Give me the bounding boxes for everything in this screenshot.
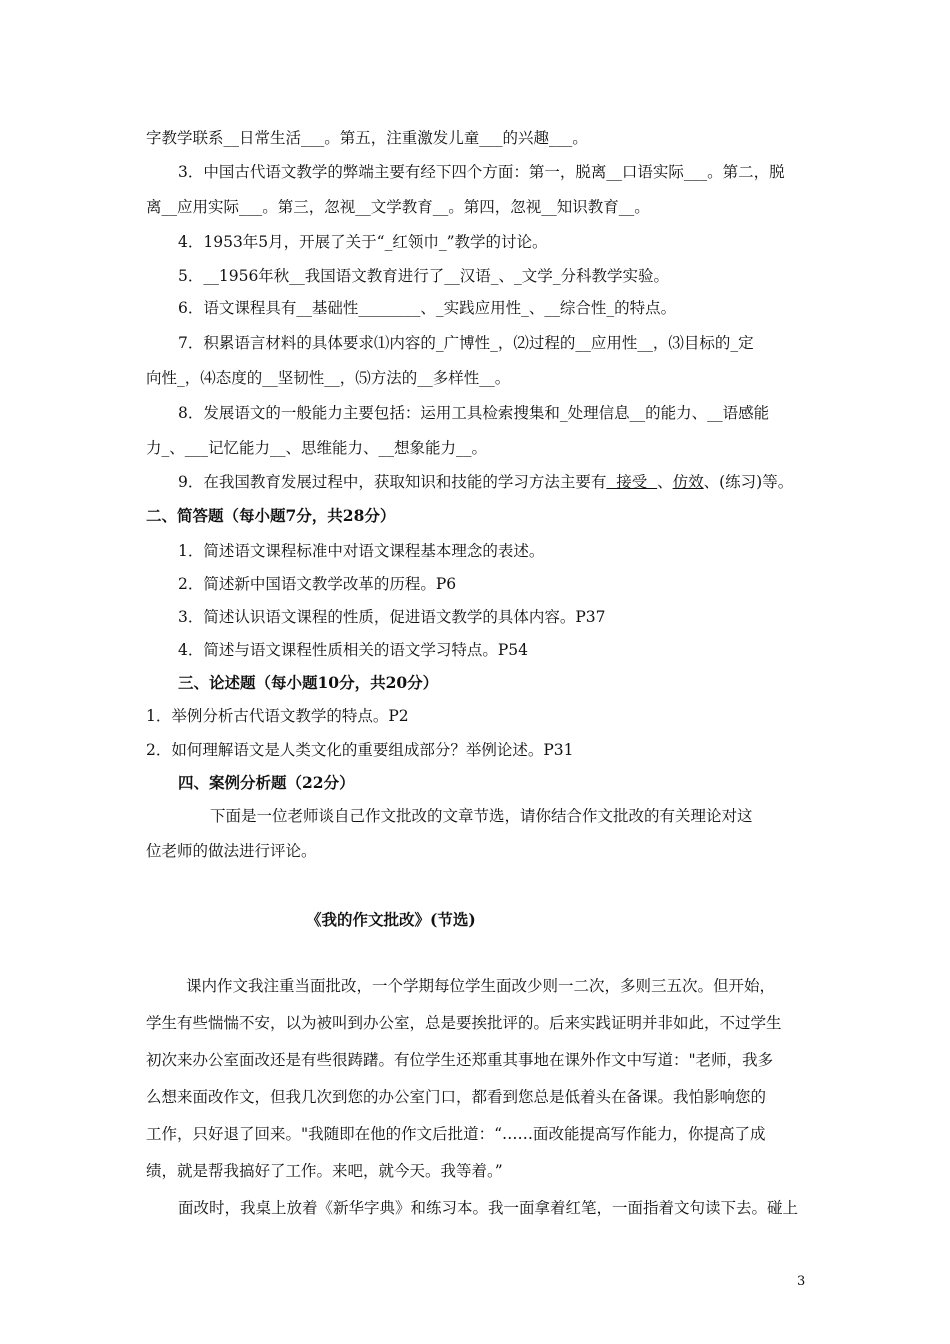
question-7-line-2: 向性_，⑷态度的__坚韧性__，⑸方法的__多样性__。 (146, 369, 511, 387)
question-3-line-2: 离__应用实际___。第三，忽视__文学教育__。第四，忽视__知识教育__。 (146, 198, 650, 216)
article-line-5: 工作，只好退了回来。"我随即在他的作文后批道：“……面改能提高写作能力，你提高了成 (146, 1125, 766, 1143)
question-4: 4．1953年5月，开展了关于“_红领巾_”教学的讨论。 (178, 233, 548, 251)
section-3-item-1: 1．举例分析古代语文教学的特点。P2 (146, 707, 409, 725)
article-line-1: 课内作文我注重当面批改，一个学期每位学生面改少则一二次，多则三五次。但开始， (186, 977, 776, 995)
section-4-title: 四、案例分析题（22分） (178, 773, 355, 792)
article-line-4: 么想来面改作文，但我几次到您的办公室门口，都看到您总是低着头在备课。我怕影响您的 (146, 1088, 767, 1106)
question-5: 5．__1956年秋__我国语文教育进行了__汉语_、_文学_分科教学实验。 (178, 267, 670, 285)
article-line-7: 面改时，我桌上放着《新华字典》和练习本。我一面拿着红笔，一面指着文句读下去。碰上 (178, 1199, 799, 1217)
section-2-item-4: 4．简述与语文课程性质相关的语文学习特点。P54 (178, 641, 529, 659)
section-4-intro-line-1: 下面是一位老师谈自己作文批改的文章节选，请你结合作文批改的有关理论对这 (210, 807, 753, 825)
section-3-title: 三、论述题（每小题10分，共20分） (178, 673, 439, 692)
question-3-line-1: 3．中国古代语文教学的弊端主要有经下四个方面：第一，脱离__口语实际___。第二，脱 (178, 163, 785, 181)
section-3-item-2: 2．如何理解语文是人类文化的重要组成部分？举例论述。P31 (146, 741, 574, 759)
article-title: 《我的作文批改》(节选) (306, 910, 476, 929)
section-2-item-2: 2．简述新中国语文教学改革的历程。P6 (178, 575, 457, 593)
question-8-line-2: 力_、___记忆能力__、思维能力、__想象能力__。 (146, 439, 488, 457)
question-9 (178, 472, 793, 492)
section-4-intro-line-2: 位老师的做法进行评论。 (146, 842, 317, 860)
section-2-item-1: 1．简述语文课程标准中对语文课程基本理念的表述。 (178, 542, 545, 560)
article-line-3: 初次来办公室面改还是有些很踌躇。有位学生还郑重其事地在课外作文中写道："老师，我多 (146, 1051, 774, 1069)
question-9-answer-1: 接受 (606, 473, 658, 491)
section-2-title: 二、简答题（每小题7分，共28分） (146, 506, 396, 525)
question-8-line-1: 8．发展语文的一般能力主要包括：运用工具检索搜集和_处理信息__的能力、__语感能 (178, 404, 770, 422)
question-9-prefix: 9．在我国教育发展过程中，获取知识和技能的学习方法主要有 (178, 473, 607, 491)
question-7-line-1: 7．积累语言材料的具体要求⑴内容的_广博性_，⑵过程的__应用性__，⑶目标的_定 (178, 334, 754, 352)
page-number: 3 (797, 1274, 806, 1289)
section-2-item-3: 3．简述认识语文课程的性质，促进语文教学的具体内容。P37 (178, 608, 606, 626)
article-line-2: 学生有些惴惴不安，以为被叫到办公室，总是要挨批评的。后来实践证明并非如此，不过学生 (146, 1014, 782, 1032)
question-6: 6．语文课程具有__基础性________、_实践应用性_、__综合性_的特点。 (178, 299, 677, 317)
text-line: 字教学联系__日常生活___。第五，注重激发儿童___的兴趣___。 (146, 129, 588, 147)
question-9-suffix: 、(练习)等。 (703, 473, 794, 491)
article-line-6: 绩，就是帮我搞好了工作。来吧，就今天。我等着。” (146, 1162, 503, 1180)
question-9-separator: 、 (657, 473, 673, 491)
question-9-answer-2: 仿效 (672, 473, 704, 491)
